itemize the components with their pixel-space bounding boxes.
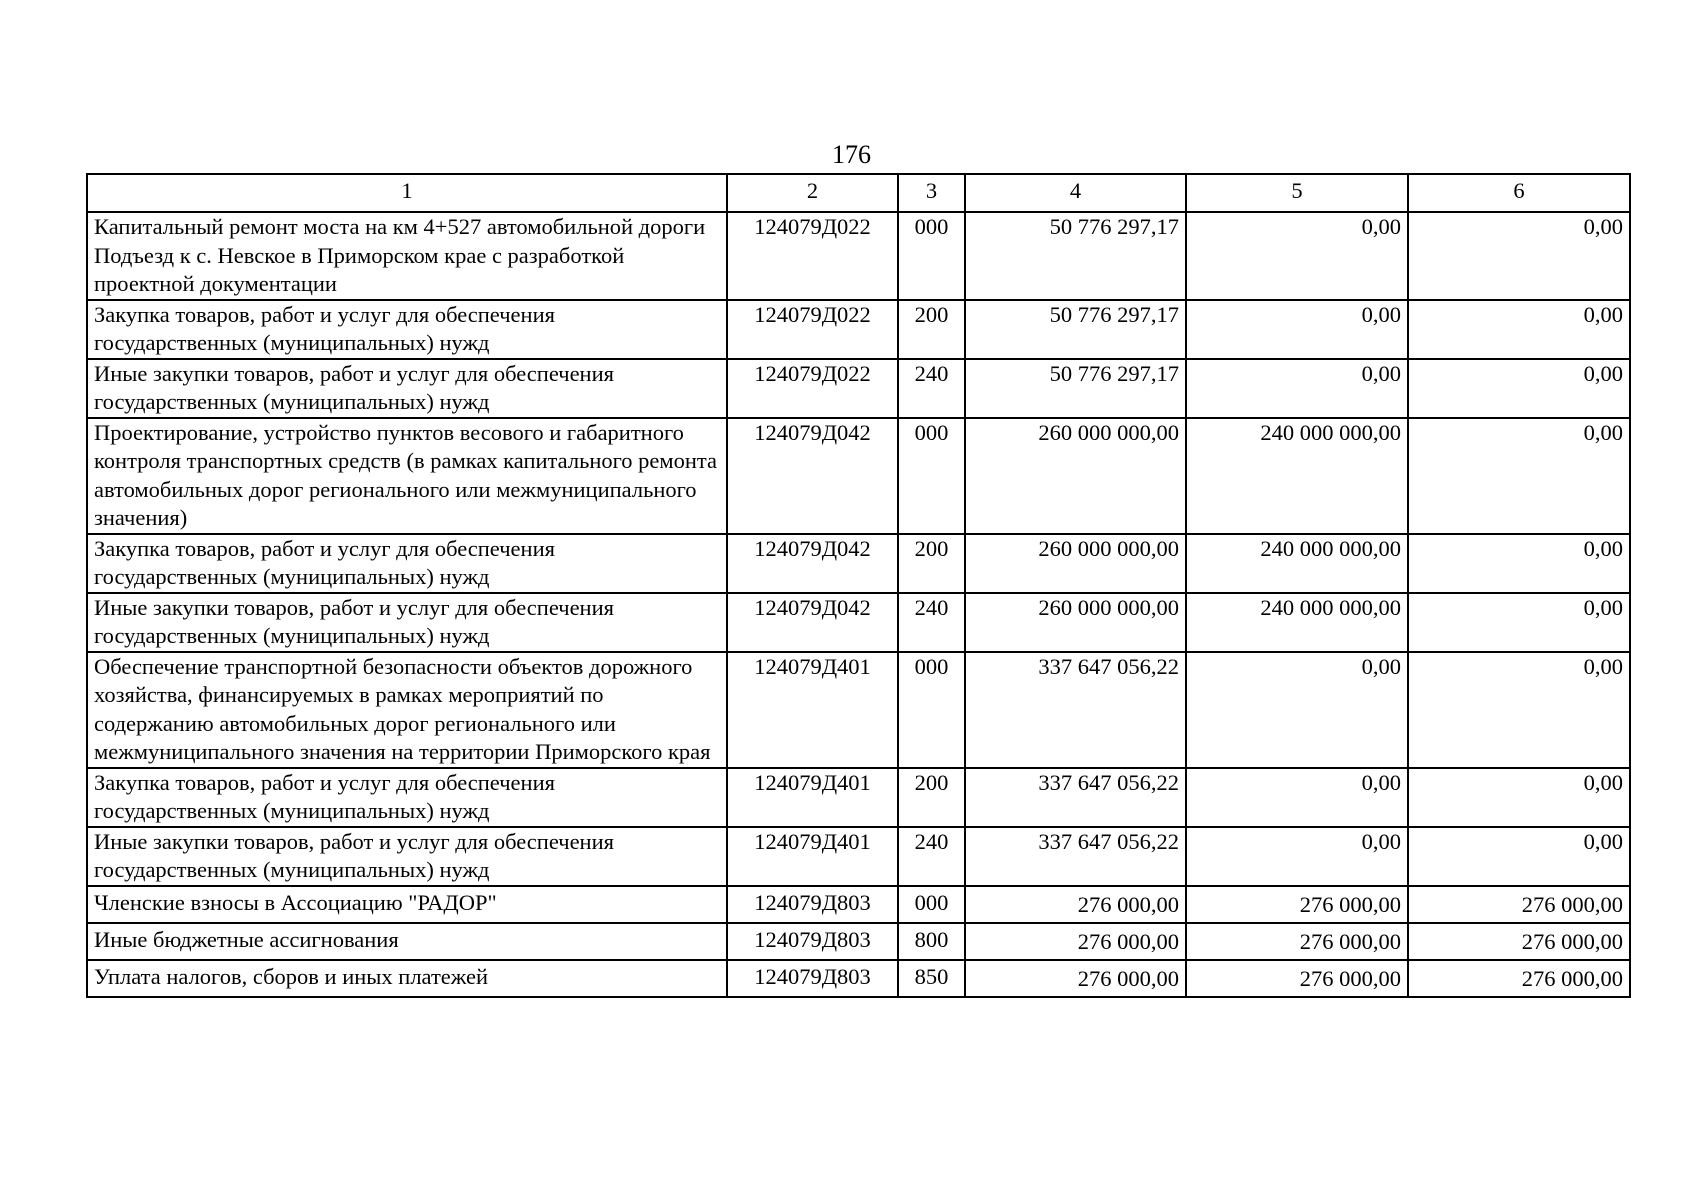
- target-article-code: 124079Д803: [727, 960, 898, 997]
- table-row: [87, 300, 1630, 359]
- expense-type-code: 000: [898, 212, 965, 300]
- column-header-3: 3: [898, 174, 965, 212]
- column-header-4: 4: [965, 174, 1186, 212]
- amount-col-6: 0,00: [1408, 359, 1630, 418]
- expense-type-code: 000: [898, 652, 965, 768]
- expense-type-code: 200: [898, 534, 965, 593]
- amount-col-5: 0,00: [1186, 652, 1408, 768]
- expense-type-code: 240: [898, 593, 965, 652]
- column-header-2: 2: [727, 174, 898, 212]
- amount-col-4: 337 647 056,22: [965, 827, 1186, 886]
- expense-type-code: 000: [898, 418, 965, 534]
- row-name: Капитальный ремонт моста на км 4+527 автомобильной дороги Подъезд к с. Невское в Приморском крае с разработкой проектной документации: [87, 212, 727, 300]
- table-row: [87, 418, 1630, 534]
- row-name: Иные закупки товаров, работ и услуг для обеспечения государственных (муниципальных) нужд: [87, 593, 727, 652]
- table-row: [87, 534, 1630, 593]
- amount-col-6: 276 000,00: [1408, 886, 1630, 923]
- table-row: [87, 652, 1630, 768]
- table-row: [87, 768, 1630, 827]
- table-row: [87, 886, 1630, 923]
- target-article-code: 124079Д042: [727, 593, 898, 652]
- amount-col-5: 0,00: [1186, 300, 1408, 359]
- amount-col-5: 276 000,00: [1186, 960, 1408, 997]
- amount-col-5: 0,00: [1186, 212, 1408, 300]
- amount-col-4: 50 776 297,17: [965, 359, 1186, 418]
- expense-type-code: 850: [898, 960, 965, 997]
- amount-col-6: 0,00: [1408, 534, 1630, 593]
- amount-col-5: 240 000 000,00: [1186, 418, 1408, 534]
- target-article-code: 124079Д401: [727, 827, 898, 886]
- expense-type-code: 200: [898, 300, 965, 359]
- amount-col-5: 240 000 000,00: [1186, 534, 1408, 593]
- amount-col-5: 276 000,00: [1186, 886, 1408, 923]
- table-row: [87, 827, 1630, 886]
- amount-col-5: 0,00: [1186, 827, 1408, 886]
- amount-col-6: 0,00: [1408, 418, 1630, 534]
- amount-col-6: 0,00: [1408, 768, 1630, 827]
- column-header-6: 6: [1408, 174, 1630, 212]
- amount-col-6: 0,00: [1408, 300, 1630, 359]
- table-row: [87, 212, 1630, 300]
- table-row: [87, 359, 1630, 418]
- table-row: [87, 923, 1630, 960]
- table-row: [87, 593, 1630, 652]
- row-name: Проектирование, устройство пунктов весового и габаритного контроля транспортных средств (в рамках капитального ремонта автомобильных дорог регионального или межмуниципального значения): [87, 418, 727, 534]
- target-article-code: 124079Д022: [727, 359, 898, 418]
- expense-type-code: 000: [898, 886, 965, 923]
- amount-col-5: 0,00: [1186, 359, 1408, 418]
- expense-type-code: 200: [898, 768, 965, 827]
- column-header-1: 1: [87, 174, 727, 212]
- amount-col-4: 276 000,00: [965, 886, 1186, 923]
- expense-type-code: 240: [898, 359, 965, 418]
- row-name: Иные бюджетные ассигнования: [87, 923, 727, 960]
- amount-col-4: 276 000,00: [965, 960, 1186, 997]
- amount-col-4: 276 000,00: [965, 923, 1186, 960]
- amount-col-6: 276 000,00: [1408, 923, 1630, 960]
- row-name: Обеспечение транспортной безопасности объектов дорожного хозяйства, финансируемых в рамках мероприятий по содержанию автомобильных дорог регионального или межмуниципального значения на территории Приморского края: [87, 652, 727, 768]
- target-article-code: 124079Д042: [727, 418, 898, 534]
- table-row: [87, 960, 1630, 997]
- amount-col-6: 0,00: [1408, 827, 1630, 886]
- page-number: 176: [832, 140, 871, 169]
- target-article-code: 124079Д042: [727, 534, 898, 593]
- header-row: [87, 174, 1630, 212]
- amount-col-4: 260 000 000,00: [965, 418, 1186, 534]
- target-article-code: 124079Д022: [727, 300, 898, 359]
- budget-table: [86, 173, 1631, 998]
- target-article-code: 124079Д803: [727, 886, 898, 923]
- row-name: Закупка товаров, работ и услуг для обеспечения государственных (муниципальных) нужд: [87, 534, 727, 593]
- amount-col-4: 260 000 000,00: [965, 534, 1186, 593]
- target-article-code: 124079Д401: [727, 768, 898, 827]
- expense-type-code: 800: [898, 923, 965, 960]
- amount-col-5: 276 000,00: [1186, 923, 1408, 960]
- amount-col-6: 0,00: [1408, 593, 1630, 652]
- row-name: Уплата налогов, сборов и иных платежей: [87, 960, 727, 997]
- target-article-code: 124079Д803: [727, 923, 898, 960]
- row-name: Иные закупки товаров, работ и услуг для обеспечения государственных (муниципальных) нужд: [87, 359, 727, 418]
- amount-col-4: 337 647 056,22: [965, 768, 1186, 827]
- row-name: Закупка товаров, работ и услуг для обеспечения государственных (муниципальных) нужд: [87, 300, 727, 359]
- amount-col-4: 50 776 297,17: [965, 300, 1186, 359]
- amount-col-5: 0,00: [1186, 768, 1408, 827]
- amount-col-5: 240 000 000,00: [1186, 593, 1408, 652]
- expense-type-code: 240: [898, 827, 965, 886]
- target-article-code: 124079Д022: [727, 212, 898, 300]
- amount-col-6: 0,00: [1408, 212, 1630, 300]
- amount-col-4: 50 776 297,17: [965, 212, 1186, 300]
- target-article-code: 124079Д401: [727, 652, 898, 768]
- row-name: Иные закупки товаров, работ и услуг для обеспечения государственных (муниципальных) нужд: [87, 827, 727, 886]
- amount-col-4: 260 000 000,00: [965, 593, 1186, 652]
- amount-col-6: 276 000,00: [1408, 960, 1630, 997]
- row-name: Закупка товаров, работ и услуг для обеспечения государственных (муниципальных) нужд: [87, 768, 727, 827]
- row-name: Членские взносы в Ассоциацию "РАДОР": [87, 886, 727, 923]
- column-header-5: 5: [1186, 174, 1408, 212]
- amount-col-4: 337 647 056,22: [965, 652, 1186, 768]
- amount-col-6: 0,00: [1408, 652, 1630, 768]
